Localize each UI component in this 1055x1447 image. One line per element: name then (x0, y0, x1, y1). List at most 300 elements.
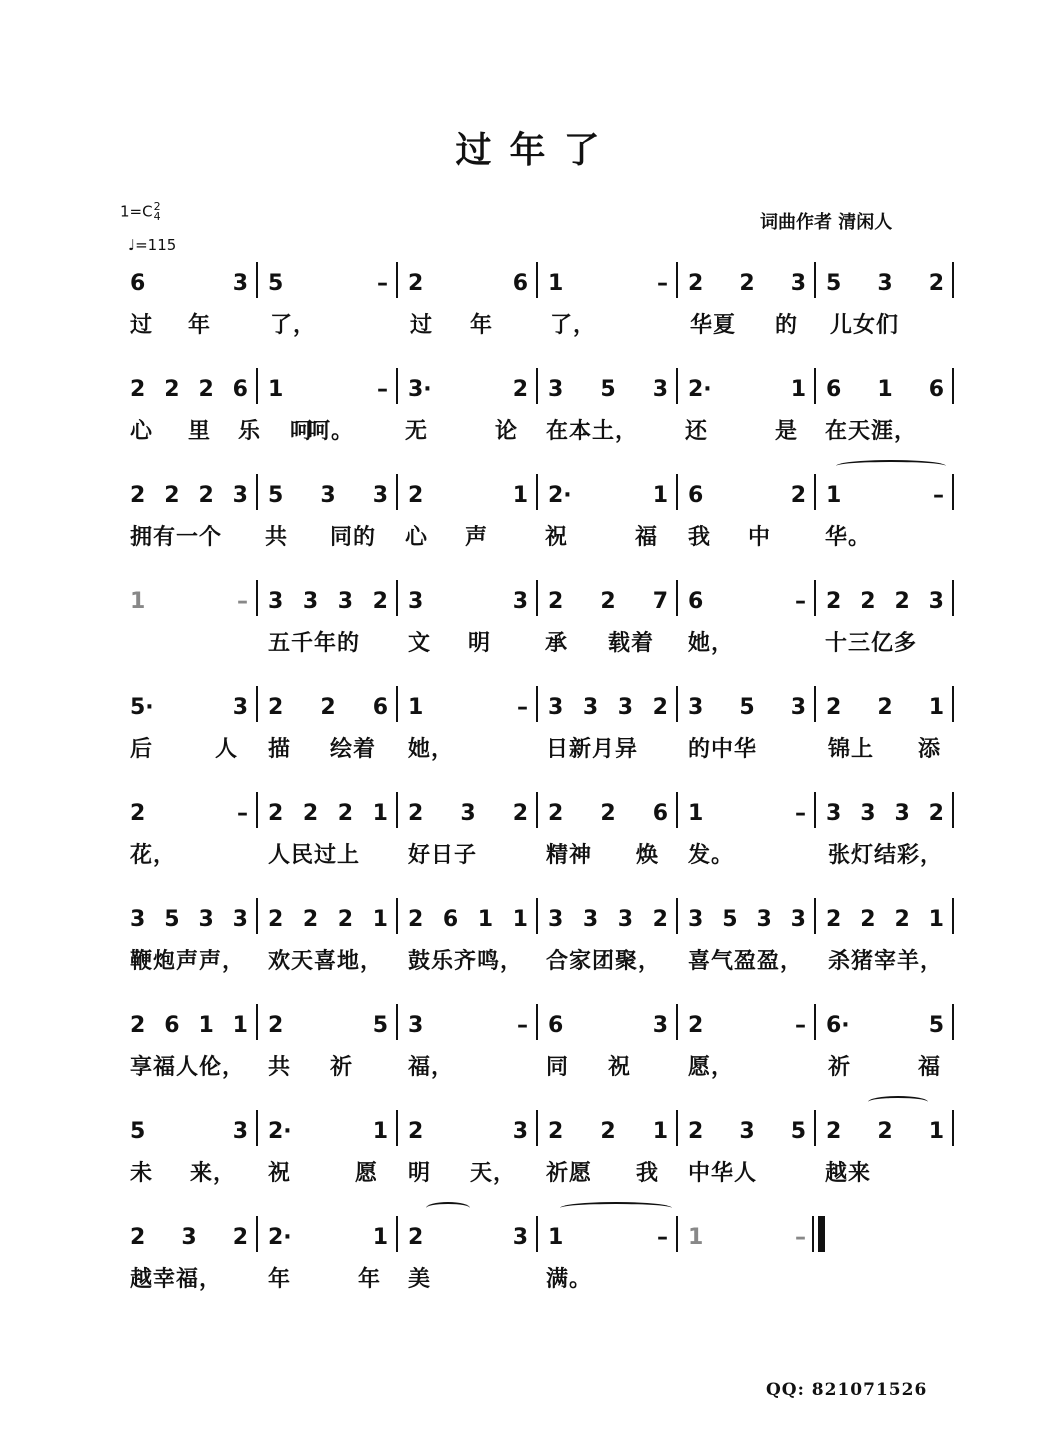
note: 2 (826, 1118, 842, 1144)
lyrics-row (0, 1156, 1055, 1186)
lyric: 同 (546, 1055, 570, 1080)
note: 3 (337, 588, 354, 614)
tie-arc (560, 1202, 672, 1214)
lyric: 呵。 (308, 419, 355, 444)
barline (536, 368, 538, 404)
note: 5 (928, 1012, 944, 1038)
score-system (0, 370, 1055, 470)
note: 6 (232, 376, 248, 402)
measure (408, 1218, 528, 1256)
note: 3 (302, 588, 319, 614)
note: 1 (652, 482, 668, 508)
measure (268, 582, 388, 620)
note: 6 (826, 376, 842, 402)
note: 2 (512, 376, 528, 402)
barline (676, 1110, 678, 1146)
note: 5 (268, 270, 284, 296)
lyric: 华。 (825, 525, 872, 550)
barline (536, 1110, 538, 1146)
note: 3 (582, 906, 599, 932)
lyric: 来， (190, 1161, 237, 1186)
barline (676, 686, 678, 722)
barline (256, 1004, 258, 1040)
quarter-note-icon: ♩ (128, 236, 136, 254)
barline (256, 474, 258, 510)
measure (130, 900, 248, 938)
note: 3 (548, 694, 564, 720)
lyrics-row (0, 520, 1055, 550)
note: – (795, 1224, 806, 1250)
note: 2 (130, 800, 146, 826)
note: 3 (512, 1118, 528, 1144)
note: 5 (739, 694, 755, 720)
barline (676, 580, 678, 616)
barline (814, 368, 816, 404)
measure (130, 794, 248, 832)
measure (548, 476, 668, 514)
measure (688, 1006, 806, 1044)
barline (256, 580, 258, 616)
note: – (657, 1224, 668, 1250)
note: 2 (130, 1012, 146, 1038)
score-system (0, 900, 1055, 1000)
note: 2 (548, 800, 564, 826)
barline (814, 686, 816, 722)
barline (676, 792, 678, 828)
lyric: 享福人伦， (130, 1055, 246, 1080)
measure (548, 1218, 668, 1256)
barline (536, 1004, 538, 1040)
note: 2 (320, 694, 336, 720)
measure (826, 476, 944, 514)
note: 2 (652, 694, 668, 720)
measure (268, 1112, 388, 1150)
measure (130, 1112, 248, 1150)
barline (952, 792, 954, 828)
note: – (795, 800, 806, 826)
barline (676, 1216, 678, 1252)
lyrics-row (0, 838, 1055, 868)
notes-row (0, 264, 1055, 304)
note: 2 (408, 800, 424, 826)
note: 6 (548, 1012, 564, 1038)
barline (814, 262, 816, 298)
measure (688, 1218, 806, 1256)
key-tonic: 1=C (120, 202, 153, 221)
barline (536, 474, 538, 510)
lyric: 祝 (608, 1055, 632, 1080)
barline (814, 1110, 816, 1146)
lyric: 发。 (688, 843, 735, 868)
measure (268, 794, 388, 832)
note: 2 (600, 1118, 616, 1144)
note: 2 (512, 800, 528, 826)
measure (548, 264, 668, 302)
note: 3 (181, 1224, 197, 1250)
note: 5 (372, 1012, 388, 1038)
lyric: 她， (688, 631, 735, 656)
note: 7 (652, 588, 668, 614)
notes-row (0, 1218, 1055, 1258)
barline (676, 474, 678, 510)
lyric: 祈 (330, 1055, 354, 1080)
note: 1 (372, 906, 388, 932)
measure (826, 794, 944, 832)
qq-contact: QQ: 821071526 (766, 1380, 928, 1400)
note: 2 (739, 270, 755, 296)
lyric: 乐 (238, 419, 262, 444)
lyric: 未 (130, 1161, 154, 1186)
measure (548, 900, 668, 938)
lyric: 的中华 (688, 737, 758, 762)
lyric: 我 (636, 1161, 660, 1186)
score-system (0, 1112, 1055, 1212)
note: 2 (826, 694, 842, 720)
lyric: 鼓乐齐鸣， (408, 949, 524, 974)
author-credit: 词曲作者 清闲人 (760, 212, 893, 233)
note: 2 (826, 588, 842, 614)
note: 2 (232, 1224, 248, 1250)
measure (548, 794, 668, 832)
note: 5 (130, 1118, 146, 1144)
lyric: 年 (268, 1267, 292, 1292)
lyric: 载着 (608, 631, 655, 656)
measure (130, 370, 248, 408)
barline (952, 1110, 954, 1146)
note: – (237, 588, 248, 614)
note: 3 (790, 906, 806, 932)
note: 6 (130, 270, 146, 296)
measure (268, 264, 388, 302)
note: 2 (130, 482, 146, 508)
lyric: 花， (130, 843, 177, 868)
key-signature (120, 202, 161, 222)
measure (408, 688, 528, 726)
measure (826, 264, 944, 302)
barline (396, 474, 398, 510)
lyric: 心 (405, 525, 429, 550)
note: 3 (408, 588, 424, 614)
lyric: 好日子 (408, 843, 478, 868)
note: 2 (372, 588, 388, 614)
note: 3 (232, 906, 248, 932)
note: 1 (548, 270, 564, 296)
note: 2 (688, 1118, 704, 1144)
measure (548, 1112, 668, 1150)
note: 5 (268, 482, 284, 508)
note: 1 (198, 1012, 214, 1038)
barline (814, 580, 816, 616)
barline (396, 1110, 398, 1146)
note: 3 (652, 376, 668, 402)
note: 3 (688, 694, 704, 720)
tie-arc (836, 460, 946, 472)
note: 1 (372, 1118, 388, 1144)
lyric: 越幸福， (130, 1267, 223, 1292)
notes-row (0, 370, 1055, 410)
lyric: 愿 (355, 1161, 379, 1186)
barline (952, 580, 954, 616)
note: 3 (617, 694, 634, 720)
measure (826, 370, 944, 408)
lyric: 明 (408, 1161, 432, 1186)
score-system (0, 688, 1055, 788)
note: 2 (337, 800, 354, 826)
lyric: 鞭炮声声， (130, 949, 246, 974)
lyric: 承 (545, 631, 569, 656)
barline (396, 792, 398, 828)
lyric: 了， (550, 313, 597, 338)
barline (256, 686, 258, 722)
lyric: 人 (215, 737, 239, 762)
note: – (517, 1012, 528, 1038)
note: 3 (582, 694, 599, 720)
lyric: 福 (918, 1055, 942, 1080)
barline (814, 792, 816, 828)
barline (536, 262, 538, 298)
note: 3 (372, 482, 388, 508)
measure (408, 476, 528, 514)
measure (688, 264, 806, 302)
barline (536, 580, 538, 616)
lyric: 祝 (268, 1161, 292, 1186)
note: 3 (756, 906, 772, 932)
lyric: 共 (268, 1055, 292, 1080)
note: 3 (826, 800, 842, 826)
barline (256, 262, 258, 298)
note: 6 (164, 1012, 180, 1038)
notes-row (0, 476, 1055, 516)
measure (408, 370, 528, 408)
lyric: 心 (130, 419, 154, 444)
note: 1 (790, 376, 806, 402)
note: – (517, 694, 528, 720)
measure (408, 1112, 528, 1150)
note: 2 (337, 906, 354, 932)
measure (826, 1006, 944, 1044)
measure (826, 900, 944, 938)
note: – (657, 270, 668, 296)
score-system (0, 582, 1055, 682)
note: 3 (232, 482, 248, 508)
note: 3 (548, 376, 564, 402)
barline (814, 1004, 816, 1040)
song-title: 过年了 (455, 130, 618, 171)
barline (396, 262, 398, 298)
lyric: 的 (775, 313, 799, 338)
note: 3 (268, 588, 284, 614)
note: 1 (928, 1118, 944, 1144)
note: 2 (268, 1012, 284, 1038)
lyric: 精神 (546, 843, 593, 868)
note: 5· (130, 694, 154, 720)
lyrics-row (0, 308, 1055, 338)
note: 1 (688, 800, 704, 826)
lyric: 杀猪宰羊， (828, 949, 944, 974)
lyric: 里 (188, 419, 212, 444)
note: 3 (548, 906, 564, 932)
note: 6 (512, 270, 528, 296)
note: 1 (877, 376, 893, 402)
barline (396, 580, 398, 616)
barline (256, 792, 258, 828)
measure (268, 370, 388, 408)
note: 1 (928, 906, 944, 932)
barline (952, 898, 954, 934)
lyric: 祈 (828, 1055, 852, 1080)
measure (408, 900, 528, 938)
note: 1 (372, 800, 388, 826)
note: 1 (408, 694, 424, 720)
lyric: 她， (408, 737, 455, 762)
note: 2 (302, 906, 319, 932)
measure (688, 1112, 806, 1150)
note: – (237, 800, 248, 826)
note: 2 (548, 588, 564, 614)
final-barline-thin (812, 1216, 814, 1252)
note: 5 (164, 906, 180, 932)
note: 3 (198, 906, 214, 932)
note: 3 (739, 1118, 755, 1144)
note: 1 (477, 906, 494, 932)
barline (396, 1216, 398, 1252)
barline (952, 262, 954, 298)
note: 2 (877, 1118, 893, 1144)
note: 2 (408, 1118, 424, 1144)
barline (536, 792, 538, 828)
lyrics-row (0, 1262, 1055, 1292)
lyric: 满。 (546, 1267, 593, 1292)
lyric: 华夏 (690, 313, 737, 338)
note: – (795, 588, 806, 614)
note: – (377, 376, 388, 402)
lyric: 合家团聚， (546, 949, 662, 974)
barline (952, 686, 954, 722)
lyric: 声 (465, 525, 489, 550)
note: 2 (860, 588, 876, 614)
measure (688, 794, 806, 832)
lyric: 中 (748, 525, 772, 550)
tie-arc (426, 1202, 470, 1214)
note: 1 (268, 376, 284, 402)
note: 3 (652, 1012, 668, 1038)
lyric: 是 (775, 419, 799, 444)
lyric: 明 (468, 631, 492, 656)
measure (548, 688, 668, 726)
note: 2 (894, 906, 910, 932)
note: 2· (548, 482, 572, 508)
note: 3 (894, 800, 910, 826)
barline (396, 898, 398, 934)
lyric: 共 (265, 525, 289, 550)
note: 1 (826, 482, 842, 508)
barline (396, 1004, 398, 1040)
lyric: 锦上 (828, 737, 875, 762)
note: 5 (600, 376, 616, 402)
lyric: 天， (470, 1161, 517, 1186)
measure (688, 370, 806, 408)
note: 2 (790, 482, 806, 508)
measure (130, 1218, 248, 1256)
measure (130, 1006, 248, 1044)
time-signature: 2 4 (153, 200, 161, 223)
lyrics-row (0, 1050, 1055, 1080)
lyric: 在本土， (546, 419, 639, 444)
lyric: 呵 (290, 419, 314, 444)
note: 3· (408, 376, 432, 402)
measure (688, 582, 806, 620)
note: 6 (928, 376, 944, 402)
note: 2· (268, 1118, 292, 1144)
lyric: 年 (358, 1267, 382, 1292)
score-system (0, 476, 1055, 576)
note: 6 (688, 588, 704, 614)
measure (826, 1112, 944, 1150)
note: 2 (164, 376, 180, 402)
note: 3 (617, 906, 634, 932)
note: 2 (408, 482, 424, 508)
note: 2 (408, 1224, 424, 1250)
lyric: 描 (268, 737, 292, 762)
note: 2 (652, 906, 668, 932)
notes-row (0, 1112, 1055, 1152)
note: 3 (320, 482, 336, 508)
lyric: 文 (408, 631, 432, 656)
note: 2 (600, 588, 616, 614)
note: 2 (198, 482, 214, 508)
note: 2 (826, 906, 842, 932)
measure (130, 582, 248, 620)
measure (130, 476, 248, 514)
score-system (0, 794, 1055, 894)
lyric: 焕 (636, 843, 660, 868)
lyric: 日新月异 (546, 737, 639, 762)
lyric: 了， (270, 313, 317, 338)
barline (256, 1216, 258, 1252)
lyric: 绘着 (330, 737, 377, 762)
note: 2 (130, 376, 146, 402)
barline (676, 1004, 678, 1040)
score-system (0, 1006, 1055, 1106)
notes-row (0, 794, 1055, 834)
lyric: 添 (918, 737, 942, 762)
final-barline-thick (818, 1216, 825, 1252)
note: 1 (652, 1118, 668, 1144)
barline (952, 1004, 954, 1040)
measure (268, 1218, 388, 1256)
note: 3 (790, 694, 806, 720)
note: 2 (198, 376, 214, 402)
barline (536, 686, 538, 722)
note: 2 (164, 482, 180, 508)
note: 1 (512, 906, 528, 932)
note: 1 (232, 1012, 248, 1038)
barline (814, 474, 816, 510)
note: 3 (688, 906, 704, 932)
score-system (0, 264, 1055, 364)
barline (676, 898, 678, 934)
barline (396, 686, 398, 722)
measure (688, 688, 806, 726)
note: 5 (722, 906, 738, 932)
measure (548, 1006, 668, 1044)
note: 2 (302, 800, 319, 826)
note: 3 (860, 800, 876, 826)
note: 1 (928, 694, 944, 720)
measure (268, 688, 388, 726)
lyrics-row (0, 626, 1055, 656)
note: 3 (130, 906, 146, 932)
